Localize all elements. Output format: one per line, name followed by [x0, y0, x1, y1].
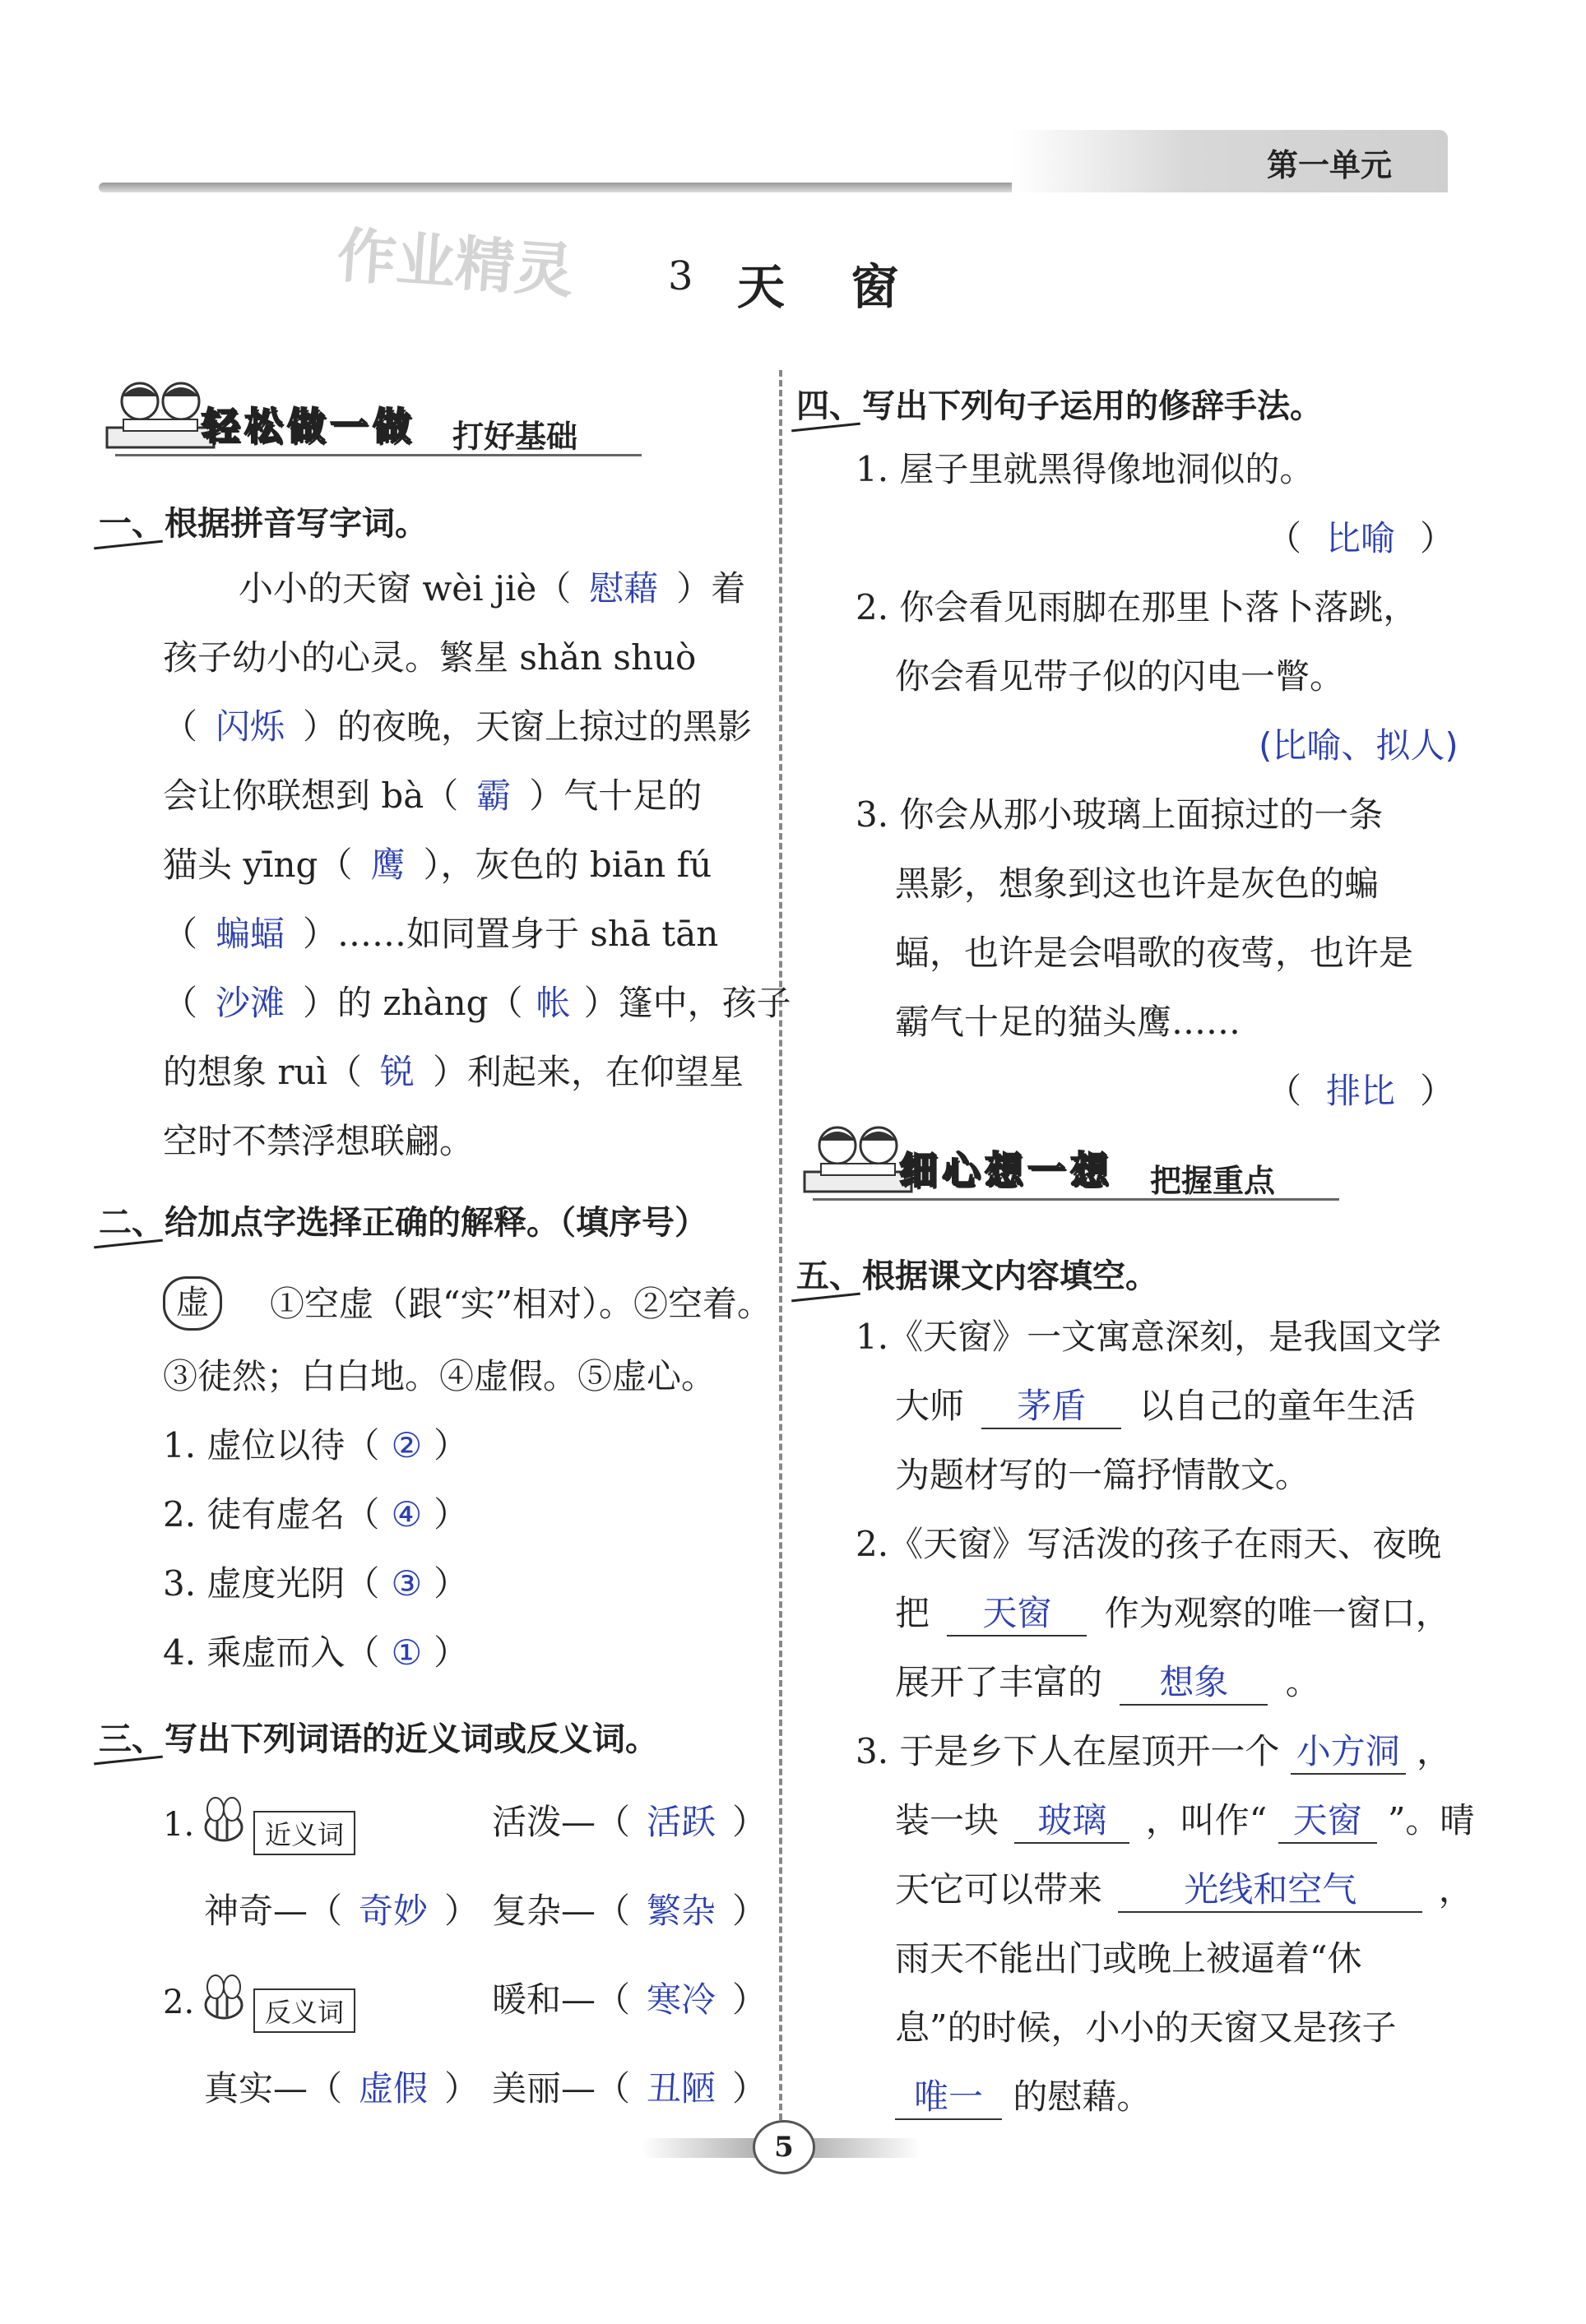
- s4-q2a: 2. 你会看见雨脚在那里卜落卜落跳，: [856, 587, 1418, 627]
- banner-underline: [813, 1198, 1339, 1201]
- banner-main-label: 轻松做一做: [202, 404, 415, 448]
- flower-char-badge: 虚: [163, 1276, 222, 1331]
- s4-a1: （ 比喻 ）: [1267, 518, 1455, 558]
- lesson-number: 3: [668, 253, 693, 299]
- s5-l5: 把 天窗 作为观察的唯一窗口，: [895, 1592, 1450, 1637]
- section-5-heading: 五、根据课文内容填空。: [796, 1257, 1158, 1295]
- banner-main-label: 细心想一想: [899, 1148, 1113, 1192]
- section-1-body: [163, 567, 791, 1176]
- section-5-body: [856, 1316, 1475, 2138]
- page-number: 5: [753, 2120, 815, 2174]
- s5-l2: 大师 茅盾 以自己的童年生活: [895, 1385, 1416, 1429]
- s1-line-3: （ 闪烁 ）的夜晚，天窗上掠过的黑影: [163, 706, 753, 747]
- s1-line-2: 孩子幼小的心灵。繁星 shǎn shuò: [163, 637, 697, 678]
- s2-item-3: 3. 虚度光阴（ ③ ）: [163, 1563, 469, 1604]
- banner-underline: [115, 454, 642, 456]
- s4-q3d: 霸气十足的猫头鹰……: [895, 1002, 1241, 1042]
- section-3-heading: 三、写出下列词语的近义词或反义词。: [99, 1720, 658, 1758]
- item-number-1: 1.: [163, 1806, 195, 1844]
- bee-icon: [196, 1793, 253, 1850]
- s5-l6: 展开了丰富的 想象 。: [895, 1661, 1320, 1706]
- s2-item-4: 4. 乘虚而入（ ① ）: [163, 1632, 469, 1673]
- s4-q1: 1. 屋子里就黑得像地洞似的。: [856, 449, 1315, 489]
- synonym-tag: 近义词: [253, 1811, 355, 1855]
- pair-6: 美丽—（ 丑陋 ）: [492, 2068, 767, 2109]
- s2-item-2: 2. 徒有虚名（ ④ ）: [163, 1494, 469, 1535]
- s4-q3a: 3. 你会从那小玻璃上面掠过的一条: [856, 794, 1384, 835]
- bee-icon: [196, 1970, 253, 2028]
- pair-5: 真实—（ 虚假 ）: [204, 2068, 480, 2109]
- banner-sub-label: 把握重点: [1150, 1163, 1276, 1199]
- s5-l8: 装一块 玻璃 ，叫作“ 天窗 ”。晴: [895, 1799, 1474, 1844]
- banner-sub-label: 打好基础: [452, 419, 578, 455]
- s1-line-6: （ 蝙蝠 ）……如同置身于 shā tān: [163, 914, 719, 954]
- watermark: 作业精灵: [335, 220, 577, 306]
- s5-l1: 1.《天窗》一文寓意深刻，是我国文学: [856, 1317, 1442, 1357]
- s1-line-1: 小小的天窗 wèi jiè（ 慰藉 ）着: [239, 568, 746, 609]
- pair-4: 暖和—（ 寒冷 ）: [492, 1979, 767, 2020]
- s2-def-2: ③徒然；白白地。④虚假。⑤虚心。: [163, 1356, 716, 1396]
- lesson-title: 天 窗: [737, 259, 924, 315]
- pair-2: 神奇—（ 奇妙 ）: [204, 1891, 480, 1931]
- section-banner-basics: [99, 378, 642, 461]
- antonym-tag: 反义词: [253, 1988, 355, 2033]
- pair-1: 活泼—（ 活跃 ）: [492, 1802, 767, 1842]
- section-banner-key-points: [796, 1123, 1339, 1205]
- s5-l3: 为题材写的一篇抒情散文。: [895, 1455, 1310, 1495]
- unit-label: 第一单元: [1267, 147, 1393, 183]
- item-number-2: 2.: [163, 1984, 195, 2021]
- s1-line-8: 的想象 ruì（ 锐 ）利起来，在仰望星: [163, 1052, 744, 1092]
- s1-line-9: 空时不禁浮想联翩。: [163, 1121, 475, 1161]
- s5-l7: 3. 于是乡下人在屋顶开一个 小方洞 ，: [856, 1730, 1451, 1775]
- s5-l9: 天它可以带来 光线和空气 ，: [895, 1868, 1473, 1913]
- pair-3: 复杂—（ 繁杂 ）: [492, 1891, 767, 1931]
- s2-item-1: 1. 虚位以待（ ② ）: [163, 1425, 469, 1465]
- s5-l11: 息”的时候，小小的天窗又是孩子: [895, 2007, 1397, 2048]
- section-4-body: [856, 448, 1464, 1111]
- s4-a3: （ 排比 ）: [1267, 1071, 1455, 1111]
- s1-line-4: 会让你联想到 bà（ 霸 ）气十足的: [163, 775, 703, 816]
- s2-def-1: ①空虚（跟“实”相对）。②空着。: [270, 1284, 772, 1324]
- s1-line-7: （ 沙滩 ）的 zhàng（ 帐 ）篷中，孩子: [163, 983, 791, 1023]
- s5-l10: 雨天不能出门或晚上被逼着“休: [895, 1938, 1362, 1979]
- s1-line-5: 猫头 yīng（ 鹰 ），灰色的 biān fú: [163, 845, 712, 885]
- s4-q2b: 你会看见带子似的闪电一瞥。: [895, 656, 1345, 697]
- s4-q3c: 蝠，也许是会唱歌的夜莺，也许是: [895, 933, 1414, 973]
- column-divider: [779, 370, 782, 2130]
- section-2-body: [163, 1283, 772, 1694]
- section-2-heading: 二、给加点字选择正确的解释。（填序号）: [99, 1204, 707, 1242]
- s4-a2: (比喻、拟人): [1259, 725, 1458, 766]
- s5-l4: 2.《天窗》写活泼的孩子在雨天、夜晚: [856, 1524, 1442, 1564]
- section-3-body: [163, 1793, 767, 2138]
- s5-l12: 唯一 的慰藉。: [895, 2076, 1151, 2120]
- section-1-heading: 一、根据拼音写字词。: [99, 505, 428, 543]
- s4-q3b: 黑影，想象到这也许是灰色的蝙: [895, 863, 1380, 904]
- section-4-heading: 四、写出下列句子运用的修辞手法。: [796, 387, 1323, 425]
